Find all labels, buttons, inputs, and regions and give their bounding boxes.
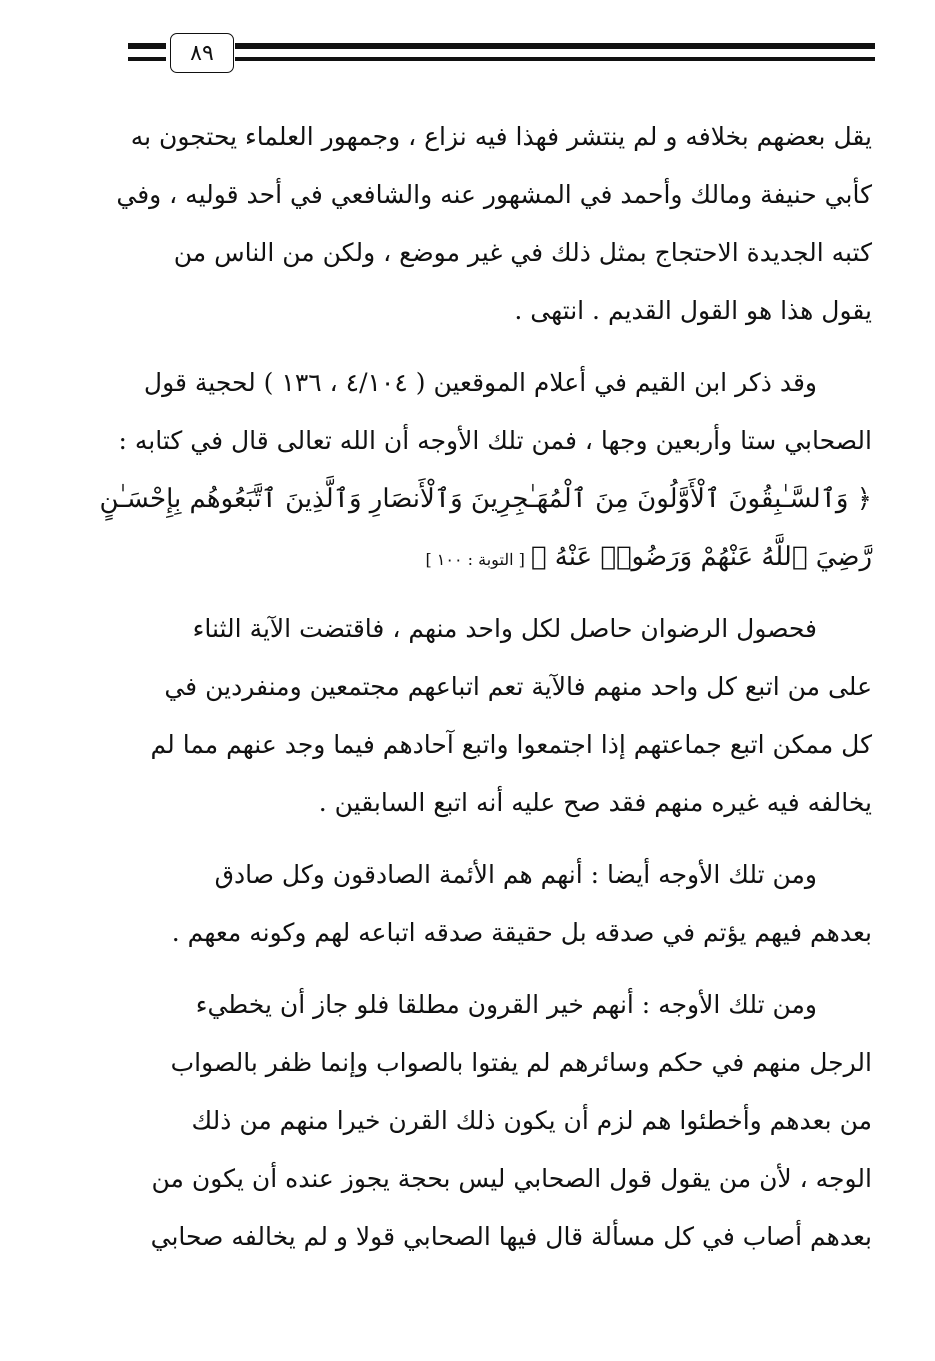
text-line: الوجه ، لأن من يقول قول الصحابي ليس بحجة يجوز عنده أن يكون من xyxy=(151,1164,872,1193)
text-line: فحصول الرضوان حاصل لكل واحد منهم ، فاقتضت الآية الثناء xyxy=(192,614,817,643)
text-line: بعدهم فيهم يؤتم في صدقه بل حقيقة صدقه اتباعه لهم وكونه معهم . xyxy=(171,918,872,947)
text-line: يخالفه فيه غيره منهم فقد صح عليه أنه اتبع السابقين . xyxy=(318,788,872,817)
text-line: الرجل منهم في حكم وسائرهم لم يفتوا بالصواب وإنما ظفر بالصواب xyxy=(170,1048,872,1077)
text-line: يقل بعضهم بخلافه و لم ينتشر فهذا فيه نزاع ، وجمهور العلماء يحتجون به xyxy=(130,122,872,151)
text-line: وقد ذكر ابن القيم في أعلام الموقعين ( ٤/١٠٤ ، ١٣٦ ) لحجية قول xyxy=(143,368,817,397)
page-number: ٨٩ xyxy=(170,33,234,73)
header-rule-left xyxy=(128,43,166,61)
text-line: كل ممكن اتبع جماعتهم إذا اجتمعوا واتبع آحادهم فيما وجد عنهم مما لم xyxy=(150,730,872,759)
text-line: يقول هذا هو القول القديم . انتهى . xyxy=(514,296,872,325)
text-line: الصحابي ستا وأربعين وجها ، فمن تلك الأوجه أن الله تعالى قال في كتابه : xyxy=(118,426,872,455)
quran-verse-line-end xyxy=(122,528,872,586)
text-line: كأبي حنيفة ومالك وأحمد في المشهور عنه والشافعي في أحد قوليه ، وفي xyxy=(116,180,872,209)
quran-verse-text: رَّضِيَ ٱللَّهُ عَنْهُمْ وَرَضُوا۟ عَنْهُ ﴾ xyxy=(530,542,872,572)
quran-verse-line: ﴿ وَٱلسَّـٰبِقُونَ ٱلْأَوَّلُونَ مِنَ ٱلْمُهَـٰجِرِينَ وَٱلْأَنصَارِ وَٱلَّذِينَ ٱتَّبَعُوهُم بِإِحْسَـٰنٍ xyxy=(99,484,872,514)
text-line: بعدهم أصاب في كل مسألة قال فيها الصحابي قولا و لم يخالفه صحابي xyxy=(150,1222,872,1251)
text-line: ومن تلك الأوجه : أنهم خير القرون مطلقا فلو جاز أن يخطيء xyxy=(195,990,817,1019)
body-text xyxy=(99,108,872,1266)
quran-reference: [ التوبة : ١٠٠ ] xyxy=(425,550,525,569)
text-line: على من اتبع كل واحد منهم فالآية تعم اتباعهم مجتمعين ومنفردين في xyxy=(164,672,872,701)
text-line: ومن تلك الأوجه أيضا : أنهم هم الأئمة الصادقون وكل صادق xyxy=(214,860,817,889)
header-rule-right xyxy=(235,43,875,61)
text-line: كتبه الجديدة الاحتجاج بمثل ذلك في غير موضع ، ولكن من الناس من xyxy=(173,238,872,267)
text-line: من بعدهم وأخطئوا هم لزم أن يكون ذلك القرن خيرا منهم من ذلك xyxy=(191,1106,872,1135)
